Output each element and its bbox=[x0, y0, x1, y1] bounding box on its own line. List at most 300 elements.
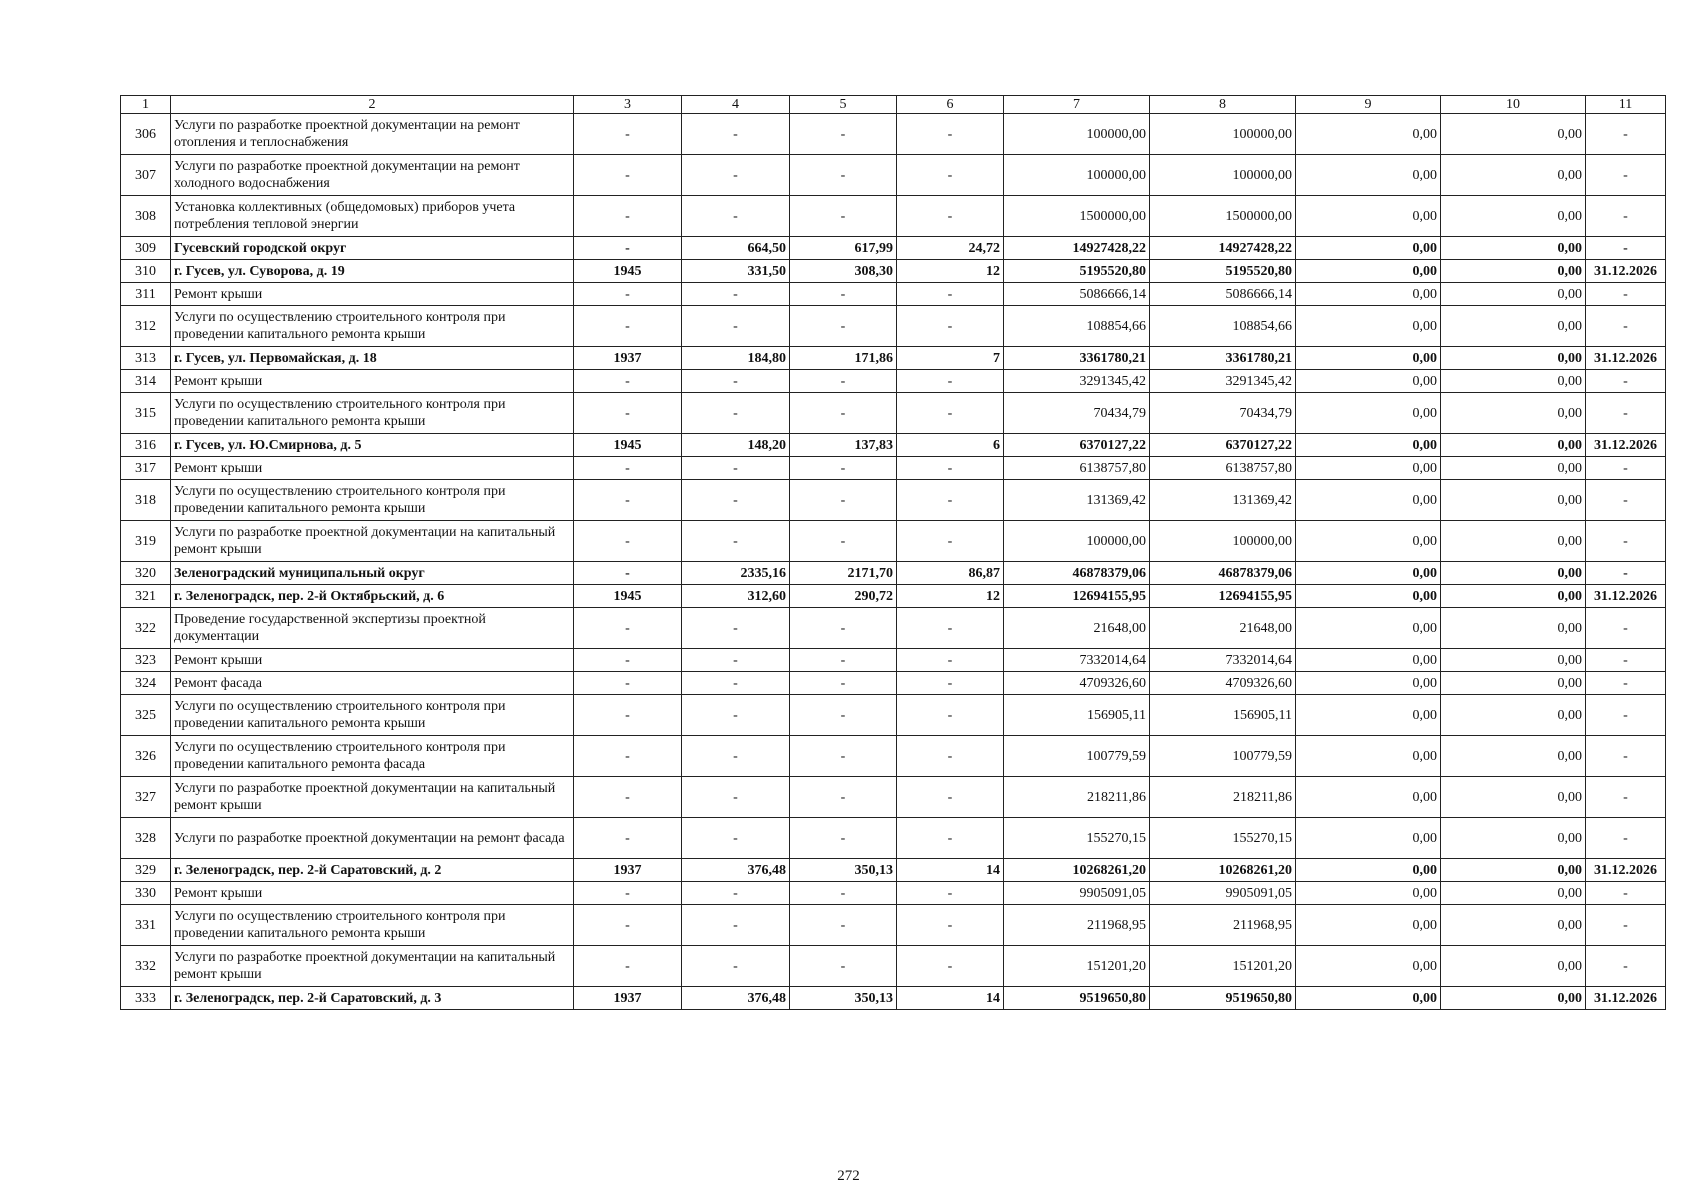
col4-cell: - bbox=[682, 306, 790, 347]
header-cell: 10 bbox=[1441, 96, 1586, 114]
col8-cell: 218211,86 bbox=[1150, 777, 1296, 818]
col4-cell: 184,80 bbox=[682, 347, 790, 370]
col11-cell: - bbox=[1586, 196, 1666, 237]
item-name-cell: г. Зеленоградск, пер. 2-й Саратовский, д. 2 bbox=[171, 859, 574, 882]
col9-cell: 0,00 bbox=[1296, 283, 1441, 306]
row-number-cell: 306 bbox=[121, 114, 171, 155]
col5-cell: 171,86 bbox=[790, 347, 897, 370]
col5-cell: - bbox=[790, 196, 897, 237]
header-cell: 7 bbox=[1004, 96, 1150, 114]
col6-cell: 12 bbox=[897, 585, 1004, 608]
col3-cell: - bbox=[574, 306, 682, 347]
table-row bbox=[121, 905, 1666, 946]
col10-cell: 0,00 bbox=[1441, 393, 1586, 434]
col3-cell: 1945 bbox=[574, 585, 682, 608]
col9-cell: 0,00 bbox=[1296, 370, 1441, 393]
col6-cell: - bbox=[897, 695, 1004, 736]
col10-cell: 0,00 bbox=[1441, 370, 1586, 393]
col8-cell: 211968,95 bbox=[1150, 905, 1296, 946]
col6-cell: - bbox=[897, 521, 1004, 562]
col5-cell: 308,30 bbox=[790, 260, 897, 283]
item-name-cell: г. Гусев, ул. Суворова, д. 19 bbox=[171, 260, 574, 283]
item-name-cell: г. Гусев, ул. Ю.Смирнова, д. 5 bbox=[171, 434, 574, 457]
col11-cell: - bbox=[1586, 480, 1666, 521]
col3-cell: 1937 bbox=[574, 347, 682, 370]
col10-cell: 0,00 bbox=[1441, 155, 1586, 196]
row-number-cell: 312 bbox=[121, 306, 171, 347]
col4-cell: - bbox=[682, 882, 790, 905]
col6-cell: 12 bbox=[897, 260, 1004, 283]
col7-cell: 151201,20 bbox=[1004, 946, 1150, 987]
col8-cell: 46878379,06 bbox=[1150, 562, 1296, 585]
table-row bbox=[121, 672, 1666, 695]
col6-cell: 6 bbox=[897, 434, 1004, 457]
col10-cell: 0,00 bbox=[1441, 585, 1586, 608]
column-number-header bbox=[121, 96, 1666, 114]
col8-cell: 108854,66 bbox=[1150, 306, 1296, 347]
table-row bbox=[121, 237, 1666, 260]
col3-cell: - bbox=[574, 608, 682, 649]
col5-cell: 2171,70 bbox=[790, 562, 897, 585]
col10-cell: 0,00 bbox=[1441, 818, 1586, 859]
col8-cell: 9905091,05 bbox=[1150, 882, 1296, 905]
col5-cell: - bbox=[790, 818, 897, 859]
col6-cell: - bbox=[897, 283, 1004, 306]
col8-cell: 3361780,21 bbox=[1150, 347, 1296, 370]
col6-cell: - bbox=[897, 196, 1004, 237]
col5-cell: - bbox=[790, 457, 897, 480]
col3-cell: 1945 bbox=[574, 434, 682, 457]
col6-cell: - bbox=[897, 777, 1004, 818]
col6-cell: - bbox=[897, 946, 1004, 987]
col9-cell: 0,00 bbox=[1296, 155, 1441, 196]
table-row bbox=[121, 818, 1666, 859]
col4-cell: - bbox=[682, 818, 790, 859]
col4-cell: - bbox=[682, 521, 790, 562]
item-name-cell: Ремонт крыши bbox=[171, 649, 574, 672]
col6-cell: - bbox=[897, 457, 1004, 480]
col9-cell: 0,00 bbox=[1296, 736, 1441, 777]
col9-cell: 0,00 bbox=[1296, 882, 1441, 905]
row-number-cell: 315 bbox=[121, 393, 171, 434]
col4-cell: - bbox=[682, 672, 790, 695]
col6-cell: - bbox=[897, 480, 1004, 521]
col4-cell: 2335,16 bbox=[682, 562, 790, 585]
col8-cell: 70434,79 bbox=[1150, 393, 1296, 434]
row-number-cell: 313 bbox=[121, 347, 171, 370]
col10-cell: 0,00 bbox=[1441, 434, 1586, 457]
col11-cell: - bbox=[1586, 649, 1666, 672]
col3-cell: - bbox=[574, 649, 682, 672]
row-number-cell: 323 bbox=[121, 649, 171, 672]
item-name-cell: Услуги по осуществлению строительного контроля при проведении капитального ремонта крыши bbox=[171, 393, 574, 434]
col7-cell: 14927428,22 bbox=[1004, 237, 1150, 260]
col11-cell: - bbox=[1586, 393, 1666, 434]
col5-cell: 290,72 bbox=[790, 585, 897, 608]
col3-cell: - bbox=[574, 946, 682, 987]
col7-cell: 156905,11 bbox=[1004, 695, 1150, 736]
col5-cell: 350,13 bbox=[790, 987, 897, 1010]
col5-cell: - bbox=[790, 608, 897, 649]
item-name-cell: Услуги по разработке проектной документации на капитальный ремонт крыши bbox=[171, 521, 574, 562]
table-row bbox=[121, 882, 1666, 905]
table-row bbox=[121, 987, 1666, 1010]
table-row bbox=[121, 946, 1666, 987]
col5-cell: 350,13 bbox=[790, 859, 897, 882]
col5-cell: - bbox=[790, 155, 897, 196]
item-name-cell: Услуги по осуществлению строительного контроля при проведении капитального ремонта крыши bbox=[171, 306, 574, 347]
item-name-cell: Ремонт крыши bbox=[171, 283, 574, 306]
col3-cell: - bbox=[574, 777, 682, 818]
item-name-cell: Услуги по осуществлению строительного контроля при проведении капитального ремонта фасада bbox=[171, 736, 574, 777]
col4-cell: - bbox=[682, 777, 790, 818]
col9-cell: 0,00 bbox=[1296, 818, 1441, 859]
row-number-cell: 327 bbox=[121, 777, 171, 818]
row-number-cell: 321 bbox=[121, 585, 171, 608]
item-name-cell: Ремонт крыши bbox=[171, 882, 574, 905]
col7-cell: 5086666,14 bbox=[1004, 283, 1150, 306]
col3-cell: - bbox=[574, 370, 682, 393]
col8-cell: 5195520,80 bbox=[1150, 260, 1296, 283]
col3-cell: - bbox=[574, 905, 682, 946]
col6-cell: - bbox=[897, 370, 1004, 393]
capital-repair-table bbox=[120, 95, 1666, 1010]
table-row bbox=[121, 649, 1666, 672]
table-row bbox=[121, 859, 1666, 882]
col4-cell: 376,48 bbox=[682, 859, 790, 882]
item-name-cell: Услуги по разработке проектной документации на капитальный ремонт крыши bbox=[171, 946, 574, 987]
col10-cell: 0,00 bbox=[1441, 672, 1586, 695]
col11-cell: - bbox=[1586, 114, 1666, 155]
col9-cell: 0,00 bbox=[1296, 672, 1441, 695]
col7-cell: 100000,00 bbox=[1004, 155, 1150, 196]
row-number-cell: 308 bbox=[121, 196, 171, 237]
col7-cell: 4709326,60 bbox=[1004, 672, 1150, 695]
col7-cell: 3291345,42 bbox=[1004, 370, 1150, 393]
col3-cell: - bbox=[574, 155, 682, 196]
col3-cell: - bbox=[574, 818, 682, 859]
col6-cell: - bbox=[897, 736, 1004, 777]
col3-cell: - bbox=[574, 521, 682, 562]
col4-cell: 331,50 bbox=[682, 260, 790, 283]
col8-cell: 7332014,64 bbox=[1150, 649, 1296, 672]
col3-cell: - bbox=[574, 882, 682, 905]
row-number-cell: 333 bbox=[121, 987, 171, 1010]
header-cell: 11 bbox=[1586, 96, 1666, 114]
col4-cell: - bbox=[682, 155, 790, 196]
col9-cell: 0,00 bbox=[1296, 695, 1441, 736]
row-number-cell: 325 bbox=[121, 695, 171, 736]
col10-cell: 0,00 bbox=[1441, 457, 1586, 480]
col9-cell: 0,00 bbox=[1296, 347, 1441, 370]
col5-cell: - bbox=[790, 370, 897, 393]
col10-cell: 0,00 bbox=[1441, 695, 1586, 736]
table-row bbox=[121, 585, 1666, 608]
col9-cell: 0,00 bbox=[1296, 434, 1441, 457]
row-number-cell: 320 bbox=[121, 562, 171, 585]
row-number-cell: 311 bbox=[121, 283, 171, 306]
col10-cell: 0,00 bbox=[1441, 987, 1586, 1010]
col8-cell: 10268261,20 bbox=[1150, 859, 1296, 882]
table-row bbox=[121, 434, 1666, 457]
col6-cell: - bbox=[897, 649, 1004, 672]
col8-cell: 9519650,80 bbox=[1150, 987, 1296, 1010]
item-name-cell: г. Зеленоградск, пер. 2-й Октябрьский, д. 6 bbox=[171, 585, 574, 608]
col10-cell: 0,00 bbox=[1441, 521, 1586, 562]
row-number-cell: 330 bbox=[121, 882, 171, 905]
item-name-cell: Услуги по осуществлению строительного контроля при проведении капитального ремонта крыши bbox=[171, 905, 574, 946]
item-name-cell: Проведение государственной экспертизы проектной документации bbox=[171, 608, 574, 649]
col9-cell: 0,00 bbox=[1296, 562, 1441, 585]
col3-cell: - bbox=[574, 562, 682, 585]
col7-cell: 9905091,05 bbox=[1004, 882, 1150, 905]
col11-cell: - bbox=[1586, 306, 1666, 347]
col10-cell: 0,00 bbox=[1441, 260, 1586, 283]
col8-cell: 12694155,95 bbox=[1150, 585, 1296, 608]
col4-cell: - bbox=[682, 457, 790, 480]
col3-cell: - bbox=[574, 672, 682, 695]
col5-cell: 617,99 bbox=[790, 237, 897, 260]
col3-cell: - bbox=[574, 695, 682, 736]
col7-cell: 100000,00 bbox=[1004, 114, 1150, 155]
table-row bbox=[121, 306, 1666, 347]
col7-cell: 7332014,64 bbox=[1004, 649, 1150, 672]
item-name-cell: Услуги по разработке проектной документации на ремонт холодного водоснабжения bbox=[171, 155, 574, 196]
table-row bbox=[121, 283, 1666, 306]
col4-cell: - bbox=[682, 736, 790, 777]
row-number-cell: 316 bbox=[121, 434, 171, 457]
col9-cell: 0,00 bbox=[1296, 585, 1441, 608]
col6-cell: 86,87 bbox=[897, 562, 1004, 585]
col4-cell: - bbox=[682, 370, 790, 393]
header-cell: 6 bbox=[897, 96, 1004, 114]
item-name-cell: Ремонт крыши bbox=[171, 370, 574, 393]
row-number-cell: 310 bbox=[121, 260, 171, 283]
col6-cell: - bbox=[897, 155, 1004, 196]
col8-cell: 151201,20 bbox=[1150, 946, 1296, 987]
col11-cell: - bbox=[1586, 695, 1666, 736]
page-number: 272 bbox=[837, 1168, 860, 1184]
col3-cell: - bbox=[574, 457, 682, 480]
col4-cell: - bbox=[682, 393, 790, 434]
header-cell: 8 bbox=[1150, 96, 1296, 114]
col9-cell: 0,00 bbox=[1296, 237, 1441, 260]
col6-cell: - bbox=[897, 393, 1004, 434]
table-row bbox=[121, 695, 1666, 736]
row-number-cell: 319 bbox=[121, 521, 171, 562]
col11-cell: 31.12.2026 bbox=[1586, 859, 1666, 882]
col4-cell: - bbox=[682, 480, 790, 521]
col3-cell: - bbox=[574, 480, 682, 521]
table-row bbox=[121, 196, 1666, 237]
col5-cell: - bbox=[790, 480, 897, 521]
col9-cell: 0,00 bbox=[1296, 306, 1441, 347]
header-cell: 2 bbox=[171, 96, 574, 114]
col10-cell: 0,00 bbox=[1441, 905, 1586, 946]
col7-cell: 3361780,21 bbox=[1004, 347, 1150, 370]
col5-cell: - bbox=[790, 777, 897, 818]
col6-cell: 24,72 bbox=[897, 237, 1004, 260]
col5-cell: - bbox=[790, 882, 897, 905]
col8-cell: 6370127,22 bbox=[1150, 434, 1296, 457]
row-number-cell: 328 bbox=[121, 818, 171, 859]
col11-cell: - bbox=[1586, 736, 1666, 777]
col6-cell: - bbox=[897, 608, 1004, 649]
col5-cell: - bbox=[790, 946, 897, 987]
row-number-cell: 324 bbox=[121, 672, 171, 695]
row-number-cell: 307 bbox=[121, 155, 171, 196]
col6-cell: - bbox=[897, 905, 1004, 946]
col9-cell: 0,00 bbox=[1296, 777, 1441, 818]
col5-cell: - bbox=[790, 306, 897, 347]
col10-cell: 0,00 bbox=[1441, 114, 1586, 155]
col3-cell: - bbox=[574, 196, 682, 237]
col9-cell: 0,00 bbox=[1296, 859, 1441, 882]
col5-cell: - bbox=[790, 736, 897, 777]
col6-cell: 14 bbox=[897, 987, 1004, 1010]
col5-cell: - bbox=[790, 905, 897, 946]
col7-cell: 100000,00 bbox=[1004, 521, 1150, 562]
header-cell: 4 bbox=[682, 96, 790, 114]
col8-cell: 100000,00 bbox=[1150, 114, 1296, 155]
col10-cell: 0,00 bbox=[1441, 946, 1586, 987]
header-cell: 1 bbox=[121, 96, 171, 114]
col11-cell: 31.12.2026 bbox=[1586, 260, 1666, 283]
col4-cell: - bbox=[682, 905, 790, 946]
col8-cell: 156905,11 bbox=[1150, 695, 1296, 736]
col6-cell: - bbox=[897, 818, 1004, 859]
col8-cell: 21648,00 bbox=[1150, 608, 1296, 649]
col9-cell: 0,00 bbox=[1296, 946, 1441, 987]
item-name-cell: Зеленоградский муниципальный округ bbox=[171, 562, 574, 585]
col6-cell: 14 bbox=[897, 859, 1004, 882]
table-row bbox=[121, 114, 1666, 155]
col3-cell: 1945 bbox=[574, 260, 682, 283]
col11-cell: - bbox=[1586, 905, 1666, 946]
col11-cell: - bbox=[1586, 283, 1666, 306]
col5-cell: 137,83 bbox=[790, 434, 897, 457]
col4-cell: 148,20 bbox=[682, 434, 790, 457]
col8-cell: 14927428,22 bbox=[1150, 237, 1296, 260]
col9-cell: 0,00 bbox=[1296, 608, 1441, 649]
col3-cell: - bbox=[574, 736, 682, 777]
col11-cell: - bbox=[1586, 608, 1666, 649]
col4-cell: 376,48 bbox=[682, 987, 790, 1010]
row-number-cell: 314 bbox=[121, 370, 171, 393]
col5-cell: - bbox=[790, 695, 897, 736]
row-number-cell: 322 bbox=[121, 608, 171, 649]
col4-cell: - bbox=[682, 649, 790, 672]
item-name-cell: Услуги по разработке проектной документации на капитальный ремонт крыши bbox=[171, 777, 574, 818]
header-cell: 5 bbox=[790, 96, 897, 114]
col5-cell: - bbox=[790, 393, 897, 434]
item-name-cell: г. Гусев, ул. Первомайская, д. 18 bbox=[171, 347, 574, 370]
table-row bbox=[121, 457, 1666, 480]
col7-cell: 46878379,06 bbox=[1004, 562, 1150, 585]
col4-cell: 312,60 bbox=[682, 585, 790, 608]
col11-cell: - bbox=[1586, 946, 1666, 987]
col10-cell: 0,00 bbox=[1441, 736, 1586, 777]
col7-cell: 70434,79 bbox=[1004, 393, 1150, 434]
col7-cell: 21648,00 bbox=[1004, 608, 1150, 649]
col3-cell: - bbox=[574, 114, 682, 155]
col7-cell: 218211,86 bbox=[1004, 777, 1150, 818]
item-name-cell: Услуги по разработке проектной документации на ремонт фасада bbox=[171, 818, 574, 859]
header-cell: 3 bbox=[574, 96, 682, 114]
col8-cell: 4709326,60 bbox=[1150, 672, 1296, 695]
col9-cell: 0,00 bbox=[1296, 649, 1441, 672]
col9-cell: 0,00 bbox=[1296, 393, 1441, 434]
col8-cell: 155270,15 bbox=[1150, 818, 1296, 859]
col11-cell: 31.12.2026 bbox=[1586, 434, 1666, 457]
col5-cell: - bbox=[790, 649, 897, 672]
col11-cell: - bbox=[1586, 818, 1666, 859]
table-row bbox=[121, 777, 1666, 818]
col8-cell: 100000,00 bbox=[1150, 155, 1296, 196]
table-row bbox=[121, 155, 1666, 196]
col10-cell: 0,00 bbox=[1441, 480, 1586, 521]
item-name-cell: Услуги по осуществлению строительного контроля при проведении капитального ремонта крыши bbox=[171, 695, 574, 736]
row-number-cell: 331 bbox=[121, 905, 171, 946]
col3-cell: - bbox=[574, 237, 682, 260]
table-row bbox=[121, 608, 1666, 649]
col10-cell: 0,00 bbox=[1441, 562, 1586, 585]
col7-cell: 1500000,00 bbox=[1004, 196, 1150, 237]
table-row bbox=[121, 480, 1666, 521]
col6-cell: - bbox=[897, 672, 1004, 695]
table-row bbox=[121, 562, 1666, 585]
item-name-cell: г. Зеленоградск, пер. 2-й Саратовский, д. 3 bbox=[171, 987, 574, 1010]
col11-cell: - bbox=[1586, 155, 1666, 196]
col4-cell: - bbox=[682, 114, 790, 155]
table-body bbox=[121, 114, 1666, 1010]
row-number-cell: 326 bbox=[121, 736, 171, 777]
col10-cell: 0,00 bbox=[1441, 306, 1586, 347]
col11-cell: - bbox=[1586, 521, 1666, 562]
col3-cell: - bbox=[574, 283, 682, 306]
item-name-cell: Ремонт фасада bbox=[171, 672, 574, 695]
col11-cell: 31.12.2026 bbox=[1586, 987, 1666, 1010]
col9-cell: 0,00 bbox=[1296, 521, 1441, 562]
col11-cell: - bbox=[1586, 562, 1666, 585]
col9-cell: 0,00 bbox=[1296, 457, 1441, 480]
col3-cell: 1937 bbox=[574, 987, 682, 1010]
col11-cell: 31.12.2026 bbox=[1586, 585, 1666, 608]
col10-cell: 0,00 bbox=[1441, 196, 1586, 237]
col11-cell: - bbox=[1586, 457, 1666, 480]
col10-cell: 0,00 bbox=[1441, 859, 1586, 882]
col9-cell: 0,00 bbox=[1296, 987, 1441, 1010]
col11-cell: - bbox=[1586, 370, 1666, 393]
row-number-cell: 317 bbox=[121, 457, 171, 480]
col10-cell: 0,00 bbox=[1441, 347, 1586, 370]
col3-cell: - bbox=[574, 393, 682, 434]
col7-cell: 155270,15 bbox=[1004, 818, 1150, 859]
col7-cell: 211968,95 bbox=[1004, 905, 1150, 946]
col11-cell: 31.12.2026 bbox=[1586, 347, 1666, 370]
col9-cell: 0,00 bbox=[1296, 196, 1441, 237]
col10-cell: 0,00 bbox=[1441, 283, 1586, 306]
col7-cell: 9519650,80 bbox=[1004, 987, 1150, 1010]
col10-cell: 0,00 bbox=[1441, 608, 1586, 649]
col7-cell: 131369,42 bbox=[1004, 480, 1150, 521]
col10-cell: 0,00 bbox=[1441, 237, 1586, 260]
col7-cell: 100779,59 bbox=[1004, 736, 1150, 777]
item-name-cell: Установка коллективных (общедомовых) приборов учета потребления тепловой энергии bbox=[171, 196, 574, 237]
col8-cell: 6138757,80 bbox=[1150, 457, 1296, 480]
col11-cell: - bbox=[1586, 237, 1666, 260]
row-number-cell: 329 bbox=[121, 859, 171, 882]
